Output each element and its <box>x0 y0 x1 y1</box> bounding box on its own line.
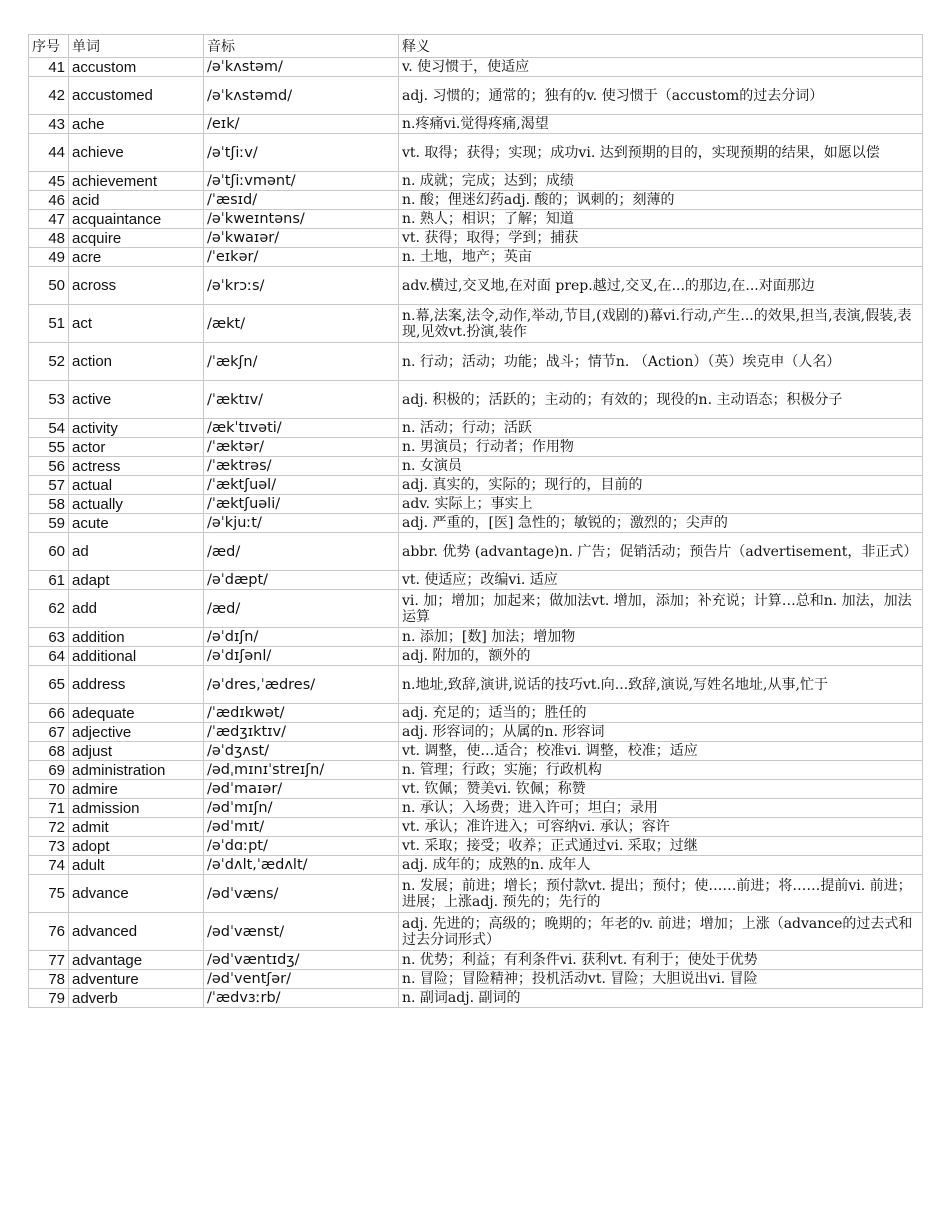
row-word: activity <box>69 419 204 438</box>
table-row <box>29 343 923 381</box>
row-number: 79 <box>29 989 69 1008</box>
row-number: 50 <box>29 267 69 305</box>
header-phonetic: 音标 <box>204 35 399 58</box>
row-word: admit <box>69 818 204 837</box>
row-number: 73 <box>29 837 69 856</box>
row-word: admire <box>69 780 204 799</box>
row-definition: vt. 采取；接受；收养；正式通过vi. 采取；过继 <box>399 837 923 856</box>
table-row <box>29 77 923 115</box>
row-definition: adv.横过,交叉地,在对面 prep.越过,交叉,在...的那边,在...对面那边 <box>399 267 923 305</box>
row-word: actress <box>69 457 204 476</box>
row-word: active <box>69 381 204 419</box>
row-number: 65 <box>29 666 69 704</box>
table-row <box>29 115 923 134</box>
row-definition: adj. 形容词的；从属的n. 形容词 <box>399 723 923 742</box>
row-phonetic: /əˈkjuːt/ <box>204 514 399 533</box>
row-definition: vt. 取得；获得；实现；成功vi. 达到预期的目的，实现预期的结果，如愿以偿 <box>399 134 923 172</box>
header-row <box>29 35 923 58</box>
row-phonetic: /ədˈvæntɪdʒ/ <box>204 951 399 970</box>
row-word: actually <box>69 495 204 514</box>
table-row <box>29 590 923 628</box>
table-row <box>29 970 923 989</box>
table-row <box>29 58 923 77</box>
row-number: 63 <box>29 628 69 647</box>
table-row <box>29 419 923 438</box>
table-row <box>29 134 923 172</box>
table-row <box>29 742 923 761</box>
table-row <box>29 172 923 191</box>
row-word: accustom <box>69 58 204 77</box>
table-row <box>29 913 923 951</box>
row-definition: vt. 调整，使…适合；校准vi. 调整，校准；适应 <box>399 742 923 761</box>
row-phonetic: /ˈæktɪv/ <box>204 381 399 419</box>
row-definition: vt. 承认；准许进入；可容纳vi. 承认；容许 <box>399 818 923 837</box>
row-number: 51 <box>29 305 69 343</box>
row-word: adequate <box>69 704 204 723</box>
table-row <box>29 248 923 267</box>
row-phonetic: /ədˌmɪnɪˈstreɪʃn/ <box>204 761 399 780</box>
row-number: 42 <box>29 77 69 115</box>
row-word: adventure <box>69 970 204 989</box>
row-definition: adv. 实际上；事实上 <box>399 495 923 514</box>
row-number: 71 <box>29 799 69 818</box>
table-row <box>29 229 923 248</box>
row-definition: abbr. 优势 (advantage)n. 广告；促销活动；预告片（advertisement，非正式） <box>399 533 923 571</box>
row-phonetic: /ədˈventʃər/ <box>204 970 399 989</box>
row-word: adverb <box>69 989 204 1008</box>
row-definition: adj. 先进的；高级的；晚期的；年老的v. 前进；增加；上涨（advance的过去式和过去分词形式） <box>399 913 923 951</box>
row-definition: vi. 加；增加；加起来；做加法vt. 增加，添加；补充说；计算…总和n. 加法，加法运算 <box>399 590 923 628</box>
header-word: 单词 <box>69 35 204 58</box>
row-number: 62 <box>29 590 69 628</box>
table-row <box>29 723 923 742</box>
table-row <box>29 381 923 419</box>
row-definition: adj. 成年的；成熟的n. 成年人 <box>399 856 923 875</box>
row-word: advance <box>69 875 204 913</box>
row-number: 59 <box>29 514 69 533</box>
row-number: 64 <box>29 647 69 666</box>
row-phonetic: /eɪk/ <box>204 115 399 134</box>
row-number: 76 <box>29 913 69 951</box>
row-phonetic: /əˈtʃiːv/ <box>204 134 399 172</box>
row-phonetic: /ˈædʒɪktɪv/ <box>204 723 399 742</box>
table-row <box>29 837 923 856</box>
table-row <box>29 210 923 229</box>
row-definition: n. 副词adj. 副词的 <box>399 989 923 1008</box>
row-phonetic: /əˈdɪʃənl/ <box>204 647 399 666</box>
row-definition: n. 冒险；冒险精神；投机活动vt. 冒险；大胆说出vi. 冒险 <box>399 970 923 989</box>
row-word: action <box>69 343 204 381</box>
row-word: address <box>69 666 204 704</box>
row-phonetic: /æd/ <box>204 533 399 571</box>
row-phonetic: /ədˈmɪt/ <box>204 818 399 837</box>
row-number: 46 <box>29 191 69 210</box>
row-phonetic: /əˈkwaɪər/ <box>204 229 399 248</box>
row-phonetic: /ˈæktʃuəli/ <box>204 495 399 514</box>
row-definition: n.地址,致辞,演讲,说话的技巧vt.向...致辞,演说,写姓名地址,从事,忙于 <box>399 666 923 704</box>
row-definition: n. 酸；俚迷幻药adj. 酸的；讽刺的；刻薄的 <box>399 191 923 210</box>
row-definition: n. 熟人；相识；了解；知道 <box>399 210 923 229</box>
row-definition: n. 成就；完成；达到；成绩 <box>399 172 923 191</box>
table-body <box>29 58 923 1008</box>
row-definition: adj. 真实的，实际的；现行的，目前的 <box>399 476 923 495</box>
row-phonetic: /ˈædvɜːrb/ <box>204 989 399 1008</box>
row-word: addition <box>69 628 204 647</box>
row-word: acute <box>69 514 204 533</box>
row-phonetic: /əˈkʌstəmd/ <box>204 77 399 115</box>
row-definition: adj. 习惯的；通常的；独有的v. 使习惯于（accustom的过去分词） <box>399 77 923 115</box>
row-word: accustomed <box>69 77 204 115</box>
row-phonetic: /ˈæsɪd/ <box>204 191 399 210</box>
row-definition: n. 优势；利益；有利条件vi. 获利vt. 有利于；使处于优势 <box>399 951 923 970</box>
row-word: act <box>69 305 204 343</box>
row-word: administration <box>69 761 204 780</box>
row-phonetic: /ˈækʃn/ <box>204 343 399 381</box>
row-number: 52 <box>29 343 69 381</box>
row-word: add <box>69 590 204 628</box>
row-phonetic: /əˈdɪʃn/ <box>204 628 399 647</box>
row-number: 57 <box>29 476 69 495</box>
row-word: adopt <box>69 837 204 856</box>
row-definition: n. 活动；行动；活跃 <box>399 419 923 438</box>
table-row <box>29 875 923 913</box>
row-number: 58 <box>29 495 69 514</box>
row-phonetic: /ækt/ <box>204 305 399 343</box>
table-row <box>29 666 923 704</box>
table-row <box>29 533 923 571</box>
row-number: 49 <box>29 248 69 267</box>
row-definition: vt. 使适应；改编vi. 适应 <box>399 571 923 590</box>
table-row <box>29 191 923 210</box>
row-definition: n. 添加；[数] 加法；增加物 <box>399 628 923 647</box>
row-number: 70 <box>29 780 69 799</box>
table-row <box>29 305 923 343</box>
row-word: acquire <box>69 229 204 248</box>
row-word: adapt <box>69 571 204 590</box>
row-phonetic: /əˈkʌstəm/ <box>204 58 399 77</box>
table-row <box>29 989 923 1008</box>
table-row <box>29 856 923 875</box>
row-word: advanced <box>69 913 204 951</box>
row-phonetic: /əˈkrɔːs/ <box>204 267 399 305</box>
table-row <box>29 495 923 514</box>
header-num: 序号 <box>29 35 69 58</box>
table-row <box>29 438 923 457</box>
row-word: achieve <box>69 134 204 172</box>
row-number: 41 <box>29 58 69 77</box>
row-number: 61 <box>29 571 69 590</box>
row-number: 47 <box>29 210 69 229</box>
row-number: 69 <box>29 761 69 780</box>
table-row <box>29 818 923 837</box>
row-number: 67 <box>29 723 69 742</box>
row-definition: vt. 钦佩；赞美vi. 钦佩；称赞 <box>399 780 923 799</box>
row-word: acid <box>69 191 204 210</box>
row-definition: n. 管理；行政；实施；行政机构 <box>399 761 923 780</box>
row-phonetic: /əˈdʌlt,ˈædʌlt/ <box>204 856 399 875</box>
row-word: advantage <box>69 951 204 970</box>
row-phonetic: /ədˈmɪʃn/ <box>204 799 399 818</box>
row-word: ache <box>69 115 204 134</box>
row-word: acquaintance <box>69 210 204 229</box>
row-phonetic: /əˈdæpt/ <box>204 571 399 590</box>
vocabulary-table <box>28 34 923 1008</box>
row-word: admission <box>69 799 204 818</box>
row-definition: n. 男演员；行动者；作用物 <box>399 438 923 457</box>
row-phonetic: /əˈkweɪntəns/ <box>204 210 399 229</box>
row-phonetic: /əˈtʃiːvmənt/ <box>204 172 399 191</box>
table-row <box>29 780 923 799</box>
row-word: ad <box>69 533 204 571</box>
row-phonetic: /ˈeɪkər/ <box>204 248 399 267</box>
row-definition: adj. 附加的，额外的 <box>399 647 923 666</box>
table-row <box>29 571 923 590</box>
row-word: actor <box>69 438 204 457</box>
table-row <box>29 628 923 647</box>
table-row <box>29 476 923 495</box>
row-word: adult <box>69 856 204 875</box>
row-phonetic: /ˈæktʃuəl/ <box>204 476 399 495</box>
header-definition: 释义 <box>399 35 923 58</box>
row-phonetic: /æd/ <box>204 590 399 628</box>
row-number: 53 <box>29 381 69 419</box>
row-phonetic: /əˈdres,ˈædres/ <box>204 666 399 704</box>
row-definition: adj. 积极的；活跃的；主动的；有效的；现役的n. 主动语态；积极分子 <box>399 381 923 419</box>
row-number: 66 <box>29 704 69 723</box>
row-phonetic: /ˈædɪkwət/ <box>204 704 399 723</box>
table-row <box>29 514 923 533</box>
row-phonetic: /əˈdɑːpt/ <box>204 837 399 856</box>
row-definition: n. 承认；入场费；进入许可；坦白；录用 <box>399 799 923 818</box>
row-word: acre <box>69 248 204 267</box>
row-number: 56 <box>29 457 69 476</box>
table-row <box>29 457 923 476</box>
row-phonetic: /əˈdʒʌst/ <box>204 742 399 761</box>
row-definition: n. 发展；前进；增长；预付款vt. 提出；预付；使……前进；将……提前vi. 前进；进展；上涨adj. 预先的；先行的 <box>399 875 923 913</box>
row-definition: vt. 获得；取得；学到；捕获 <box>399 229 923 248</box>
row-definition: n. 女演员 <box>399 457 923 476</box>
row-word: achievement <box>69 172 204 191</box>
row-word: actual <box>69 476 204 495</box>
row-definition: n.幕,法案,法令,动作,举动,节目,(戏剧的)幕vi.行动,产生...的效果,担当,表演,假装,表现,见效vt.扮演,装作 <box>399 305 923 343</box>
row-number: 74 <box>29 856 69 875</box>
row-definition: adj. 严重的，[医] 急性的；敏锐的；激烈的；尖声的 <box>399 514 923 533</box>
row-phonetic: /ˈæktrəs/ <box>204 457 399 476</box>
row-phonetic: /ˈæktər/ <box>204 438 399 457</box>
row-number: 54 <box>29 419 69 438</box>
row-phonetic: /ədˈvænst/ <box>204 913 399 951</box>
row-phonetic: /ədˈvæns/ <box>204 875 399 913</box>
row-definition: n. 行动；活动；功能；战斗；情节n. （Action）（英）埃克申（人名） <box>399 343 923 381</box>
row-number: 77 <box>29 951 69 970</box>
table-row <box>29 951 923 970</box>
row-number: 45 <box>29 172 69 191</box>
table-row <box>29 704 923 723</box>
row-definition: v. 使习惯于，使适应 <box>399 58 923 77</box>
row-number: 60 <box>29 533 69 571</box>
row-number: 68 <box>29 742 69 761</box>
row-definition: n.疼痛vi.觉得疼痛,渴望 <box>399 115 923 134</box>
table-row <box>29 799 923 818</box>
row-number: 44 <box>29 134 69 172</box>
row-phonetic: /ədˈmaɪər/ <box>204 780 399 799</box>
row-definition: adj. 充足的；适当的；胜任的 <box>399 704 923 723</box>
row-number: 48 <box>29 229 69 248</box>
row-number: 78 <box>29 970 69 989</box>
row-number: 75 <box>29 875 69 913</box>
row-definition: n. 土地，地产；英亩 <box>399 248 923 267</box>
table-row <box>29 761 923 780</box>
row-number: 72 <box>29 818 69 837</box>
row-word: adjective <box>69 723 204 742</box>
row-word: across <box>69 267 204 305</box>
row-word: additional <box>69 647 204 666</box>
table-row <box>29 267 923 305</box>
row-number: 43 <box>29 115 69 134</box>
row-phonetic: /ækˈtɪvəti/ <box>204 419 399 438</box>
table-row <box>29 647 923 666</box>
row-number: 55 <box>29 438 69 457</box>
row-word: adjust <box>69 742 204 761</box>
